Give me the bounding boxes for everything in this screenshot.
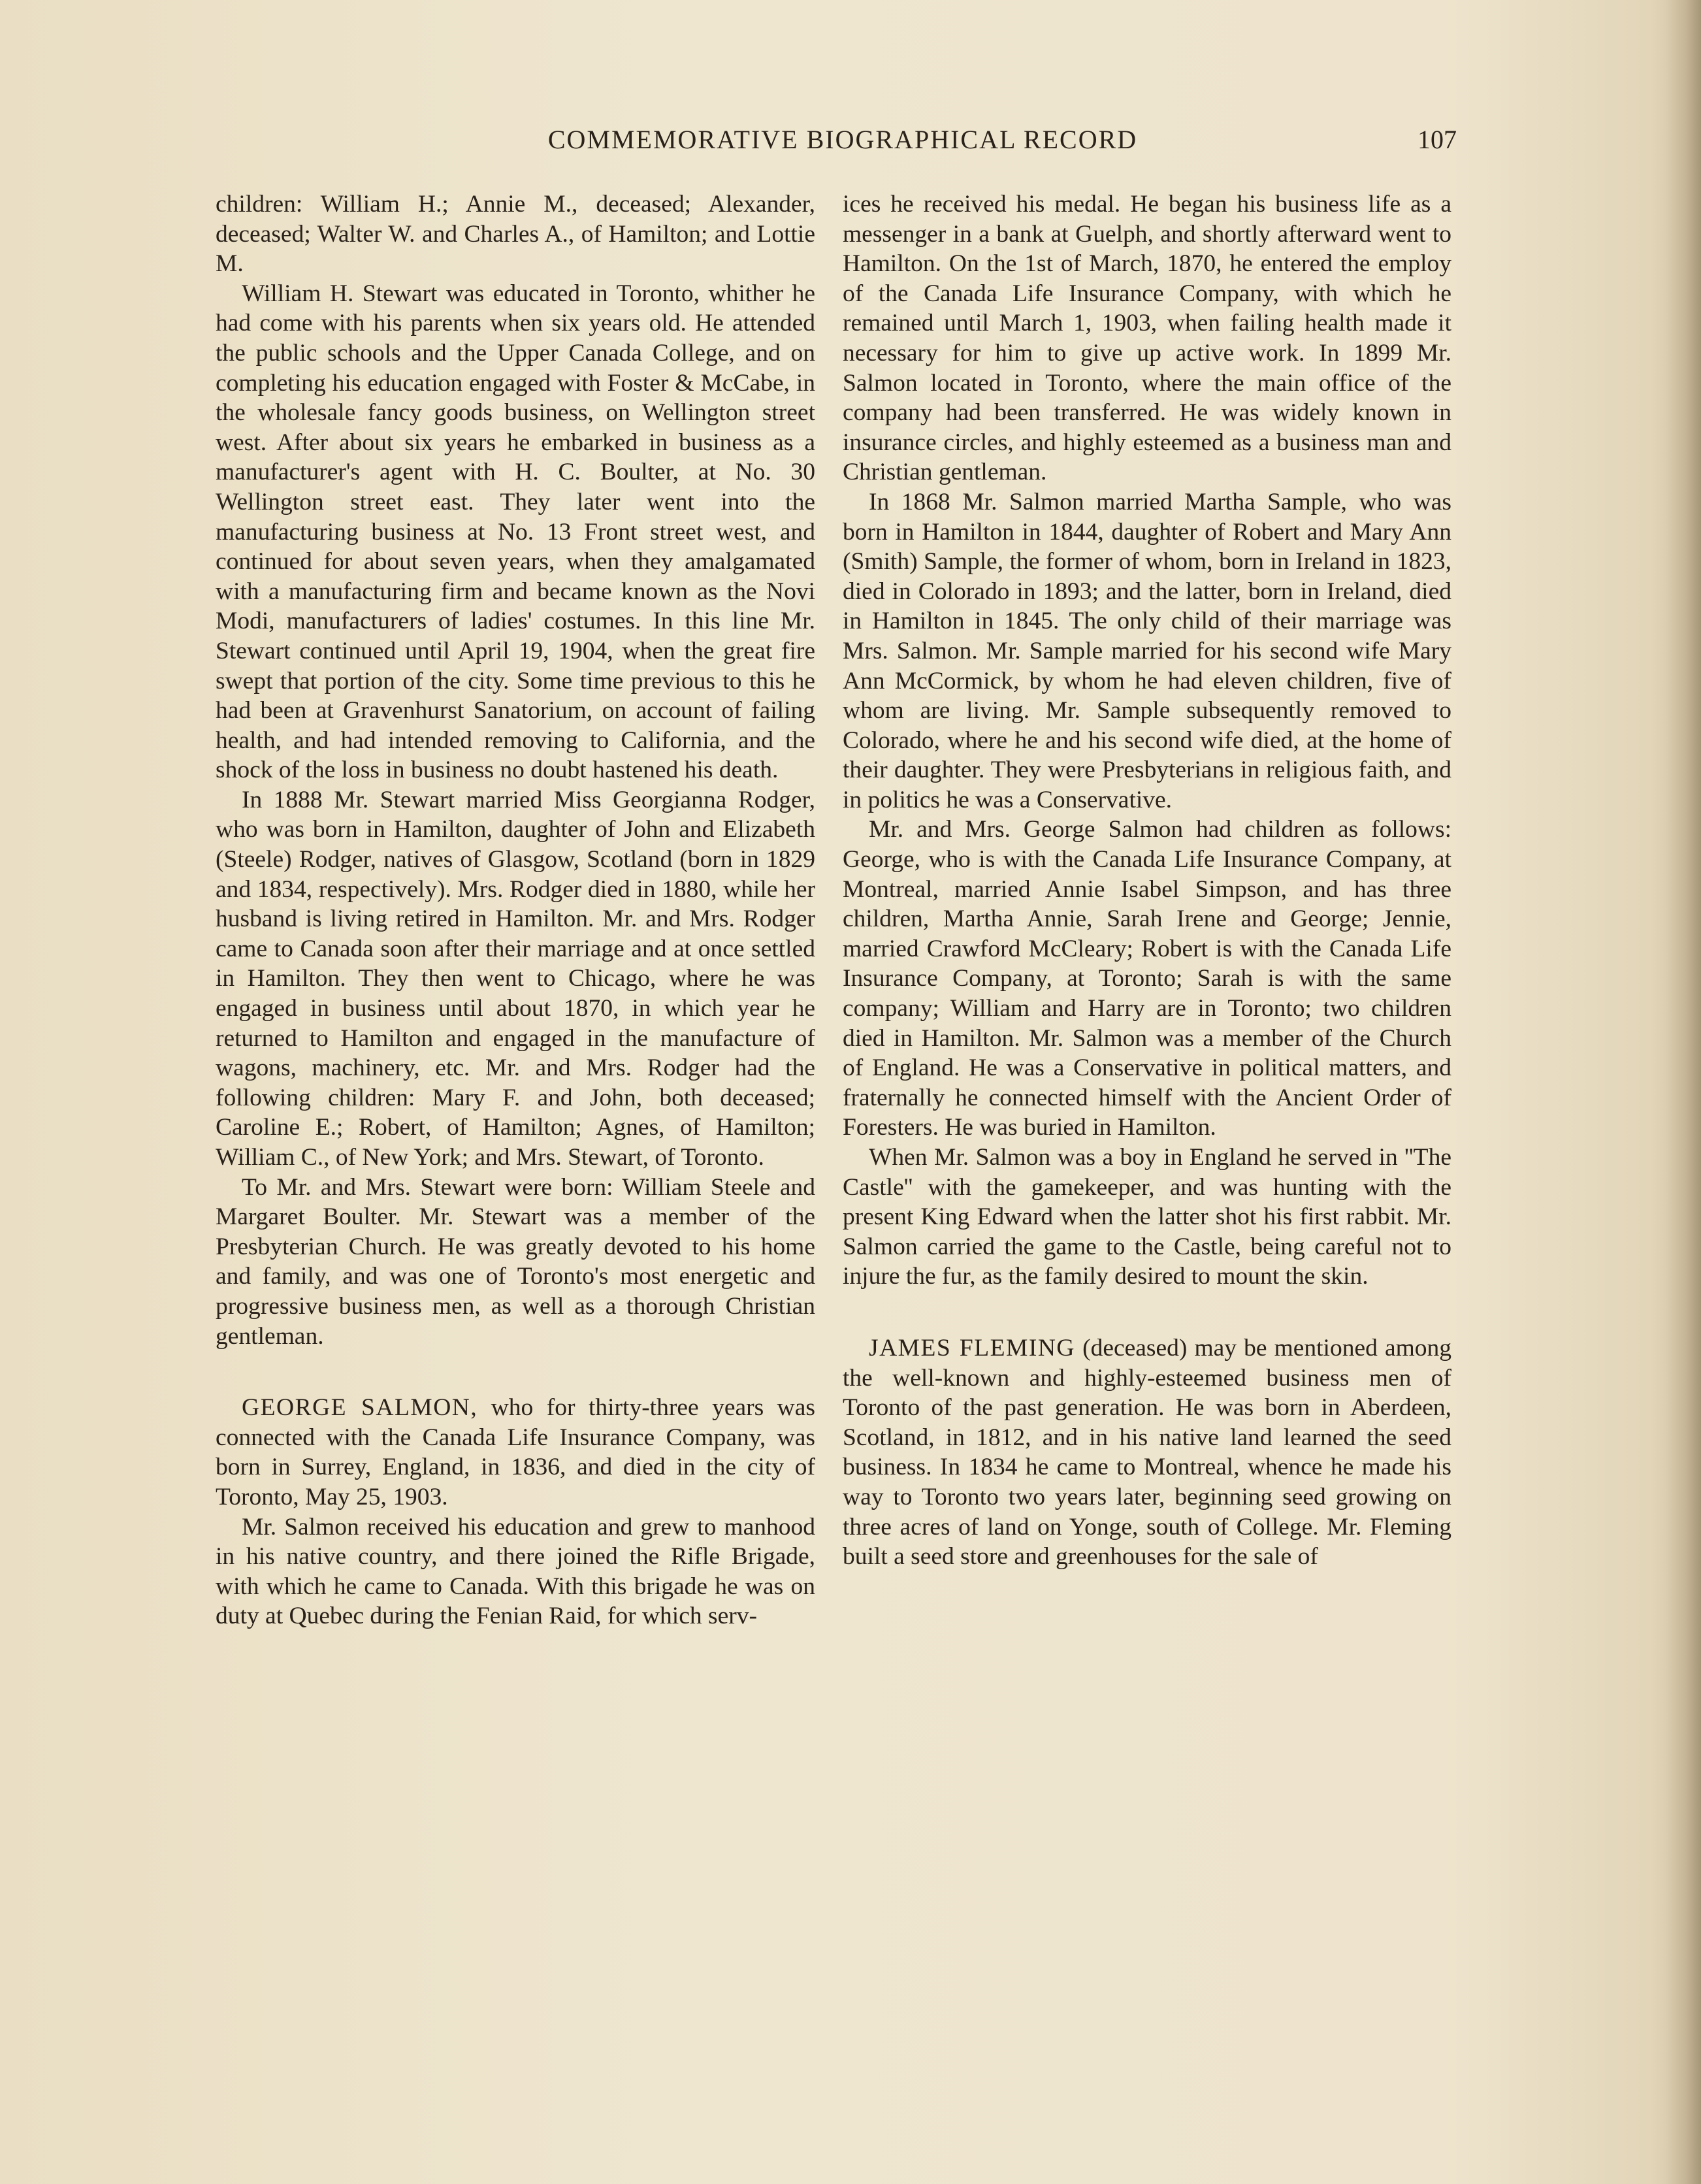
paragraph: William H. Stewart was educated in Toronto, whither he had come with his parents when six years old. He attended the public schools and the Upper Canada College, and on completing his education engaged with Foster & McCabe, in the wholesale fancy goods business, on Wellington street west. After about six years he embarked in business as a manufacturer's agent with H. C. Boulter, at No. 30 Wellington street east. They later went into the manufacturing business at No. 13 Front street west, and continued for about seven years, when they amalgamated with a manufacturing firm and became known as the Novi Modi, manufacturers of ladies' costumes. In this line Mr. Stewart continued until April 19, 1904, when the great fire swept that portion of the city. Some time previous to this he had been at Gravenhurst Sanatorium, on account of failing health, and had intended removing to California, and the shock of the loss in business no doubt hastened his death. [216, 280, 815, 784]
running-head [216, 124, 1457, 163]
left-column [216, 189, 815, 2143]
biography-intro: (deceased) may be mentioned among the well-known and highly-esteemed business men of Toronto of the past generation. He was born in Aberdeen, Scotland, in 1812, and in his native land learned the seed business. In 1834 he came to Montreal, whence he made his way to Toronto two years later, beginning seed growing on three acres of land on Yonge, south of College. Mr. Fleming built a seed store and greenhouses for the sale of [843, 1334, 1452, 1571]
page-title: COMMEMORATIVE BIOGRAPHICAL RECORD [547, 125, 1138, 154]
paragraph: ices he received his medal. He began his business life as a messenger in a bank at Guelph, and shortly afterward went to Hamilton. On the 1st of March, 1870, he entered the employ of the Canada Life Insurance Company, with which he remained until March 1, 1903, when failing health made it necessary for him to give up active work. In 1899 Mr. Salmon located in Toronto, where the main office of the company had been transferred. He was widely known in insurance circles, and highly esteemed as a business man and Christian gentleman. [843, 191, 1451, 486]
paragraph: Mr. and Mrs. George Salmon had children as follows: George, who is with the Canada Life Insurance Company, at Montreal, married Annie Isabel Simpson, and has three children, Martha Annie, Sarah Irene and George; Jennie, married Crawford McCleary; Robert is with the Canada Life Insurance Company, at Toronto; Sarah is with the same company; William and Harry are in Toronto; two children died in Hamilton. Mr. Salmon was a member of the Church of England. He was a Conservative in political matters, and fraternally he connected himself with the Ancient Order of Foresters. He was buried in Hamilton. [843, 816, 1451, 1141]
biography-intro: who for thirty-three years was connected with the Canada Life Insurance Company, was born in Surrey, England, in 1836, and died in the city of Toronto, May 25, 1903. [216, 1394, 815, 1510]
paragraph: When Mr. Salmon was a boy in England he served in ''The Castle'' with the gamekeeper, and was hunting with the present King Edward when the latter shot his first rabbit. Mr. Salmon carried the game to the Castle, being careful not to injure the fur, as the family desired to mount the skin. [843, 1144, 1451, 1290]
page-gutter-shadow [1665, 0, 1701, 2184]
biography-heading-paragraph [843, 1333, 1451, 1572]
biography-name: GEORGE SALMON, [242, 1394, 478, 1422]
paragraph: In 1868 Mr. Salmon married Martha Sample, who was born in Hamilton in 1844, daughter of Robert and Mary Ann (Smith) Sample, the former of whom, born in Ireland in 1823, died in Colorado in 1893; and the latter, born in Ireland, died in Hamilton in 1845. The only child of their marriage was Mrs. Salmon. Mr. Sample married for his second wife Mary Ann McCormick, by whom he had eleven children, five of whom are living. Mr. Sample subsequently removed to Colorado, where he and his second wife died, at the home of their daughter. They were Presbyterians in religious faith, and in politics he was a Conservative. [843, 488, 1451, 813]
right-column [843, 189, 1451, 2143]
page-number: 107 [1418, 125, 1457, 154]
biography-heading-paragraph [216, 1393, 815, 1512]
biography-name: JAMES FLEMING [869, 1334, 1076, 1361]
paragraph: To Mr. and Mrs. Stewart were born: William Steele and Margaret Boulter. Mr. Stewart was a member of the Presbyterian Church. He was greatly devoted to his home and family, and was one of Toronto's most energetic and progressive business men, as well as a thorough Christian gentleman. [216, 1173, 815, 1350]
paragraph: children: William H.; Annie M., deceased; Alexander, deceased; Walter W. and Charles A., of Hamilton; and Lottie M. [216, 191, 815, 278]
paragraph: In 1888 Mr. Stewart married Miss Georgianna Rodger, who was born in Hamilton, daughter of John and Elizabeth (Steele) Rodger, natives of Glasgow, Scotland (born in 1829 and 1834, respectively). Mrs. Rodger died in 1880, while her husband is living retired in Hamilton. Mr. and Mrs. Rodger came to Canada soon after their marriage and at once settled in Hamilton. They then went to Chicago, where he was engaged in business until about 1870, in which year he returned to Hamilton and engaged in the manufacture of wagons, machinery, etc. Mr. and Mrs. Rodger had the following children: Mary F. and John, both deceased; Caroline E.; Robert, of Hamilton; Agnes, of Hamilton; William C., of New York; and Mrs. Stewart, of Toronto. [216, 786, 815, 1171]
paragraph: Mr. Salmon received his education and grew to manhood in his native country, and there joined the Rifle Brigade, with which he came to Canada. With this brigade he was on duty at Quebec during the Fenian Raid, for which serv- [216, 1513, 815, 1630]
